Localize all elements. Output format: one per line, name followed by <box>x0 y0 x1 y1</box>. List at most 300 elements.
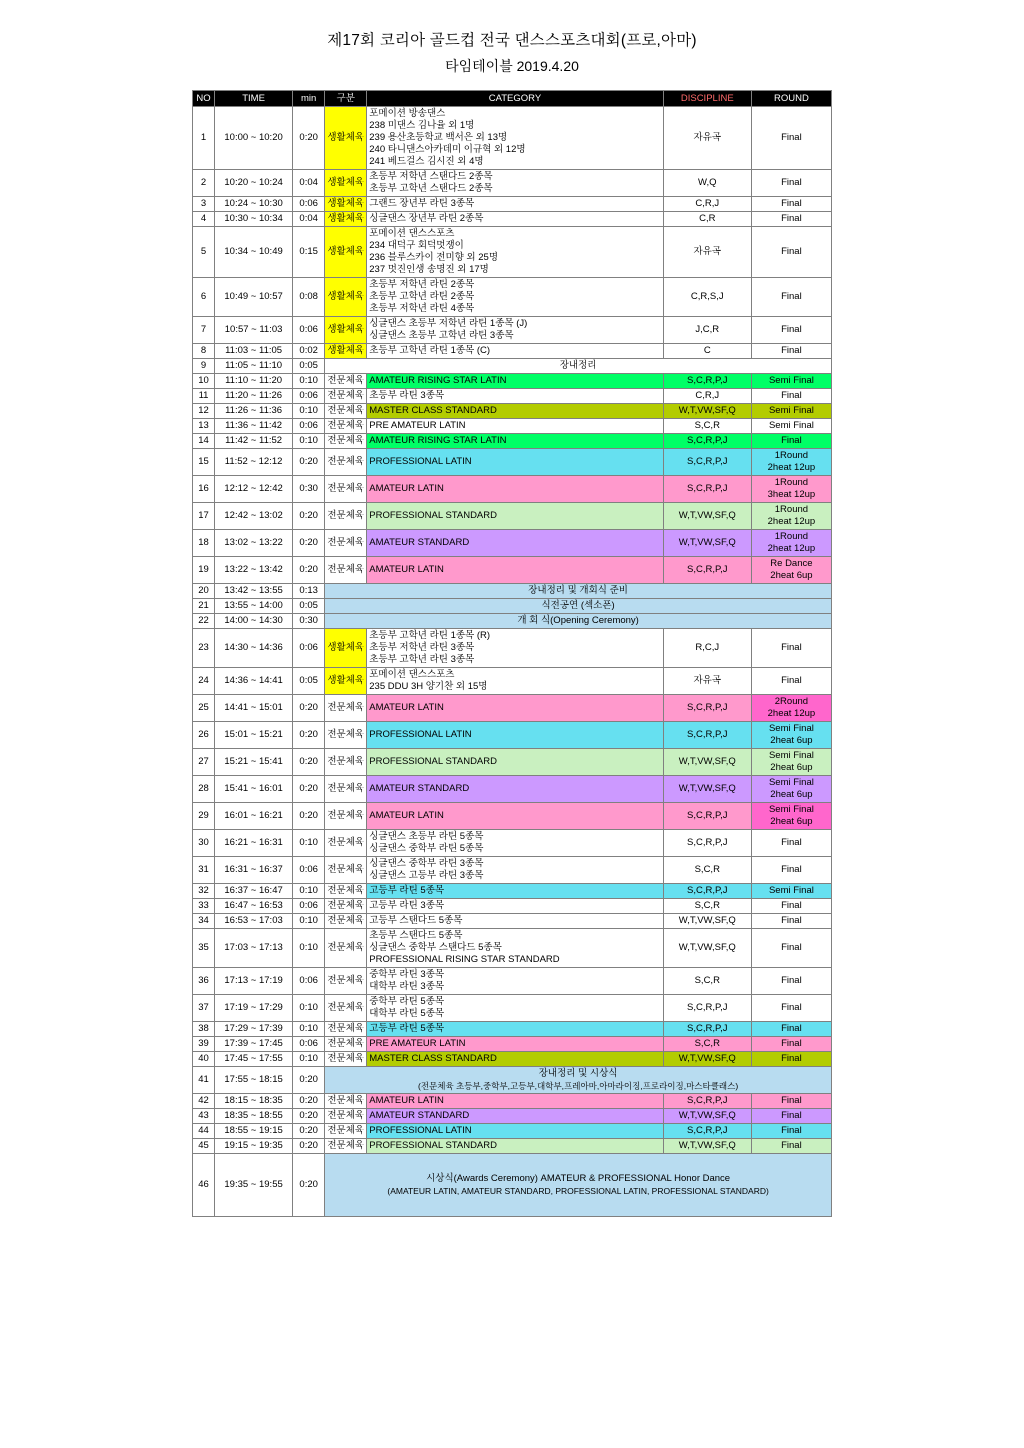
cell-min: 0:20 <box>293 449 325 476</box>
cell-disc: S,C,R,P,J <box>663 434 751 449</box>
cell-no: 3 <box>193 197 215 212</box>
table-row <box>193 584 832 599</box>
cell-time: 17:29 ~ 17:39 <box>215 1022 293 1037</box>
cell-cat: 초등부 스탠다드 5종목 싱글댄스 중학부 스탠다드 5종목 PROFESSIONAL RISING STAR STANDARD <box>367 929 663 968</box>
cell-min: 0:10 <box>293 374 325 389</box>
cell-cat: AMATEUR RISING STAR LATIN <box>367 374 663 389</box>
cell-gubun: 전문체육 <box>325 1094 367 1109</box>
cell-round: Semi Final <box>751 404 831 419</box>
cell-no: 13 <box>193 419 215 434</box>
cell-min: 0:10 <box>293 995 325 1022</box>
cell-gubun: 전문체육 <box>325 1139 367 1154</box>
cell-time: 17:19 ~ 17:29 <box>215 995 293 1022</box>
col-category: CATEGORY <box>367 91 663 107</box>
cell-min: 0:06 <box>293 899 325 914</box>
cell-cat: PROFESSIONAL LATIN <box>367 449 663 476</box>
cell-min: 0:05 <box>293 359 325 374</box>
cell-cat: 초등부 고학년 라틴 1종목 (C) <box>367 344 663 359</box>
cell-cat: 싱글댄스 초등부 라틴 5종목 싱글댄스 중학부 라틴 5종목 <box>367 830 663 857</box>
title-block <box>0 0 1024 76</box>
table-row <box>193 749 832 776</box>
cell-round: Final <box>751 995 831 1022</box>
cell-cat: 싱글댄스 장년부 라틴 2종목 <box>367 212 663 227</box>
cell-round: Final <box>751 668 831 695</box>
cell-round: Final <box>751 1037 831 1052</box>
cell-gubun: 생활체육 <box>325 668 367 695</box>
cell-round: Final <box>751 914 831 929</box>
cell-no: 14 <box>193 434 215 449</box>
cell-no: 39 <box>193 1037 215 1052</box>
cell-no: 42 <box>193 1094 215 1109</box>
cell-disc: S,C,R <box>663 419 751 434</box>
cell-no: 18 <box>193 530 215 557</box>
table-row <box>193 449 832 476</box>
cell-no: 11 <box>193 389 215 404</box>
cell-round: Final <box>751 197 831 212</box>
cell-disc: S,C,R <box>663 899 751 914</box>
cell-cat: 포메이션 댄스스포츠 235 DDU 3H 양기찬 외 15명 <box>367 668 663 695</box>
cell-cat: AMATEUR LATIN <box>367 803 663 830</box>
cell-no: 20 <box>193 584 215 599</box>
table-row <box>193 434 832 449</box>
cell-disc: C,R,J <box>663 197 751 212</box>
cell-round: Final <box>751 344 831 359</box>
cell-disc: S,C,R,P,J <box>663 695 751 722</box>
cell-time: 14:41 ~ 15:01 <box>215 695 293 722</box>
cell-cat: 초등부 저학년 라틴 2종목 초등부 고학년 라틴 2종목 초등부 저학년 라틴 4종목 <box>367 278 663 317</box>
table-row <box>193 404 832 419</box>
cell-no: 45 <box>193 1139 215 1154</box>
table-row <box>193 359 832 374</box>
cell-min: 0:06 <box>293 1037 325 1052</box>
cell-gubun: 전문체육 <box>325 1124 367 1139</box>
cell-no: 32 <box>193 884 215 899</box>
cell-disc: S,C,R,P,J <box>663 803 751 830</box>
cell-no: 40 <box>193 1052 215 1067</box>
cell-round: Final <box>751 212 831 227</box>
cell-time: 17:13 ~ 17:19 <box>215 968 293 995</box>
cell-no: 8 <box>193 344 215 359</box>
cell-no: 19 <box>193 557 215 584</box>
cell-time: 11:05 ~ 11:10 <box>215 359 293 374</box>
cell-round: Semi Final 2heat 6up <box>751 776 831 803</box>
cell-min: 0:04 <box>293 212 325 227</box>
cell-no: 10 <box>193 374 215 389</box>
cell-gubun: 전문체육 <box>325 389 367 404</box>
cell-disc: W,T,VW,SF,Q <box>663 1139 751 1154</box>
cell-time: 14:36 ~ 14:41 <box>215 668 293 695</box>
cell-time: 10:00 ~ 10:20 <box>215 107 293 170</box>
cell-cat: AMATEUR LATIN <box>367 476 663 503</box>
cell-min: 0:06 <box>293 419 325 434</box>
table-row <box>193 1037 832 1052</box>
cell-round: Final <box>751 1124 831 1139</box>
page-title: 제17회 코리아 골드컵 전국 댄스스포츠대회(프로,아마) <box>327 32 697 49</box>
cell-gubun: 전문체육 <box>325 695 367 722</box>
cell-round: Final <box>751 830 831 857</box>
table-row <box>193 227 832 278</box>
cell-gubun: 전문체육 <box>325 803 367 830</box>
table-row <box>193 503 832 530</box>
cell-no: 5 <box>193 227 215 278</box>
cell-time: 18:35 ~ 18:55 <box>215 1109 293 1124</box>
table-row <box>193 212 832 227</box>
table-row <box>193 344 832 359</box>
cell-round: 1Round 2heat 12up <box>751 503 831 530</box>
cell-time: 17:45 ~ 17:55 <box>215 1052 293 1067</box>
cell-cat: AMATEUR LATIN <box>367 1094 663 1109</box>
cell-time: 10:34 ~ 10:49 <box>215 227 293 278</box>
cell-disc: S,C,R <box>663 968 751 995</box>
cell-disc: S,C,R,P,J <box>663 374 751 389</box>
cell-time: 16:37 ~ 16:47 <box>215 884 293 899</box>
cell-no: 37 <box>193 995 215 1022</box>
cell-time: 10:57 ~ 11:03 <box>215 317 293 344</box>
cell-min: 0:06 <box>293 317 325 344</box>
cell-min: 0:20 <box>293 749 325 776</box>
cell-cat: PRE AMATEUR LATIN <box>367 419 663 434</box>
cell-gubun: 전문체육 <box>325 449 367 476</box>
cell-min: 0:06 <box>293 857 325 884</box>
cell-time: 12:42 ~ 13:02 <box>215 503 293 530</box>
cell-round: Final <box>751 1139 831 1154</box>
cell-gubun: 생활체육 <box>325 317 367 344</box>
cell-no: 41 <box>193 1067 215 1094</box>
cell-gubun: 전문체육 <box>325 476 367 503</box>
cell-gubun: 전문체육 <box>325 857 367 884</box>
cell-gubun: 전문체육 <box>325 749 367 776</box>
cell-time: 16:53 ~ 17:03 <box>215 914 293 929</box>
timetable <box>192 90 832 1217</box>
cell-time: 17:03 ~ 17:13 <box>215 929 293 968</box>
cell-round: Final <box>751 107 831 170</box>
cell-round: Final <box>751 317 831 344</box>
cell-gubun: 생활체육 <box>325 170 367 197</box>
cell-min: 0:10 <box>293 830 325 857</box>
cell-disc: S,C,R,P,J <box>663 557 751 584</box>
cell-disc: R,C,J <box>663 629 751 668</box>
cell-gubun: 전문체육 <box>325 830 367 857</box>
cell-gubun: 생활체육 <box>325 107 367 170</box>
cell-gubun: 전문체육 <box>325 530 367 557</box>
cell-gubun: 생활체육 <box>325 227 367 278</box>
cell-cat: 고등부 스탠다드 5종목 <box>367 914 663 929</box>
cell-min: 0:20 <box>293 503 325 530</box>
table-row <box>193 857 832 884</box>
cell-time: 10:49 ~ 10:57 <box>215 278 293 317</box>
cell-no: 35 <box>193 929 215 968</box>
cell-time: 19:15 ~ 19:35 <box>215 1139 293 1154</box>
cell-no: 34 <box>193 914 215 929</box>
table-row <box>193 899 832 914</box>
cell-gubun: 전문체육 <box>325 557 367 584</box>
cell-min: 0:20 <box>293 1067 325 1094</box>
cell-cat: PROFESSIONAL STANDARD <box>367 503 663 530</box>
cell-min: 0:06 <box>293 197 325 212</box>
cell-gubun: 생활체육 <box>325 212 367 227</box>
cell-round: Re Dance 2heat 6up <box>751 557 831 584</box>
cell-cat: PROFESSIONAL LATIN <box>367 1124 663 1139</box>
table-row <box>193 1124 832 1139</box>
cell-disc: W,T,VW,SF,Q <box>663 503 751 530</box>
cell-disc: W,T,VW,SF,Q <box>663 404 751 419</box>
cell-gubun: 전문체육 <box>325 776 367 803</box>
cell-cat: 싱글댄스 초등부 저학년 라틴 1종목 (J) 싱글댄스 초등부 고학년 라틴 3종목 <box>367 317 663 344</box>
cell-round: Final <box>751 899 831 914</box>
cell-no: 2 <box>193 170 215 197</box>
cell-time: 10:24 ~ 10:30 <box>215 197 293 212</box>
cell-disc: 자유곡 <box>663 227 751 278</box>
cell-cat: 중학부 라틴 5종목 대학부 라틴 5종목 <box>367 995 663 1022</box>
cell-disc: S,C,R,P,J <box>663 476 751 503</box>
cell-no: 46 <box>193 1154 215 1217</box>
table-row <box>193 929 832 968</box>
cell-min: 0:20 <box>293 1154 325 1217</box>
cell-min: 0:02 <box>293 344 325 359</box>
table-row <box>193 668 832 695</box>
cell-gubun: 전문체육 <box>325 1022 367 1037</box>
cell-time: 16:31 ~ 16:37 <box>215 857 293 884</box>
cell-disc: S,C,R,P,J <box>663 1124 751 1139</box>
table-row <box>193 995 832 1022</box>
cell-no: 33 <box>193 899 215 914</box>
cell-cat: PROFESSIONAL LATIN <box>367 722 663 749</box>
table-row <box>193 776 832 803</box>
table-row <box>193 1067 832 1094</box>
table-header-row <box>193 91 832 107</box>
page-subtitle: 타임테이블 2019.4.20 <box>445 58 579 74</box>
cell-full: 장내정리 및 개회식 준비 <box>325 584 832 599</box>
cell-time: 17:55 ~ 18:15 <box>215 1067 293 1094</box>
cell-time: 15:21 ~ 15:41 <box>215 749 293 776</box>
cell-gubun: 생활체육 <box>325 197 367 212</box>
col-discipline: DISCIPLINE <box>663 91 751 107</box>
cell-disc: C,R,S,J <box>663 278 751 317</box>
cell-no: 17 <box>193 503 215 530</box>
cell-round: Semi Final <box>751 884 831 899</box>
table-row <box>193 803 832 830</box>
cell-no: 38 <box>193 1022 215 1037</box>
cell-cat: 초등부 저학년 스탠다드 2종목 초등부 고학년 스탠다드 2종목 <box>367 170 663 197</box>
cell-disc: S,C,R,P,J <box>663 830 751 857</box>
cell-time: 15:41 ~ 16:01 <box>215 776 293 803</box>
col-gubun: 구분 <box>325 91 367 107</box>
cell-round: 1Round 2heat 12up <box>751 449 831 476</box>
table-row <box>193 968 832 995</box>
cell-no: 36 <box>193 968 215 995</box>
cell-min: 0:10 <box>293 1022 325 1037</box>
cell-time: 11:42 ~ 11:52 <box>215 434 293 449</box>
cell-cat: PROFESSIONAL STANDARD <box>367 1139 663 1154</box>
cell-no: 43 <box>193 1109 215 1124</box>
cell-disc: C <box>663 344 751 359</box>
cell-no: 27 <box>193 749 215 776</box>
cell-disc: 자유곡 <box>663 668 751 695</box>
cell-round: Final <box>751 1094 831 1109</box>
cell-full: 장내정리 <box>325 359 832 374</box>
cell-time: 11:10 ~ 11:20 <box>215 374 293 389</box>
cell-min: 0:13 <box>293 584 325 599</box>
table-row <box>193 629 832 668</box>
cell-disc: S,C,R <box>663 1037 751 1052</box>
cell-no: 22 <box>193 614 215 629</box>
cell-min: 0:20 <box>293 1109 325 1124</box>
cell-min: 0:30 <box>293 614 325 629</box>
table-row <box>193 722 832 749</box>
cell-round: Final <box>751 434 831 449</box>
cell-disc: S,C,R <box>663 857 751 884</box>
cell-min: 0:10 <box>293 434 325 449</box>
cell-time: 16:01 ~ 16:21 <box>215 803 293 830</box>
table-row <box>193 278 832 317</box>
cell-round: Semi Final 2heat 6up <box>751 722 831 749</box>
table-row <box>193 530 832 557</box>
cell-disc: W,T,VW,SF,Q <box>663 749 751 776</box>
cell-min: 0:20 <box>293 722 325 749</box>
cell-min: 0:10 <box>293 1052 325 1067</box>
cell-round: Semi Final <box>751 374 831 389</box>
cell-min: 0:10 <box>293 884 325 899</box>
cell-min: 0:20 <box>293 557 325 584</box>
cell-disc: W,T,VW,SF,Q <box>663 929 751 968</box>
cell-time: 11:36 ~ 11:42 <box>215 419 293 434</box>
cell-min: 0:08 <box>293 278 325 317</box>
cell-no: 21 <box>193 599 215 614</box>
cell-disc: S,C,R,P,J <box>663 1094 751 1109</box>
cell-disc: C,R <box>663 212 751 227</box>
cell-min: 0:20 <box>293 1124 325 1139</box>
table-row <box>193 614 832 629</box>
cell-round: Final <box>751 929 831 968</box>
cell-gubun: 전문체육 <box>325 1052 367 1067</box>
cell-time: 13:42 ~ 13:55 <box>215 584 293 599</box>
table-row <box>193 1052 832 1067</box>
cell-min: 0:04 <box>293 170 325 197</box>
cell-cat: 고등부 라틴 5종목 <box>367 884 663 899</box>
cell-time: 11:26 ~ 11:36 <box>215 404 293 419</box>
cell-no: 9 <box>193 359 215 374</box>
cell-time: 14:00 ~ 14:30 <box>215 614 293 629</box>
cell-cat: 중학부 라틴 3종목 대학부 라틴 3종목 <box>367 968 663 995</box>
cell-gubun: 전문체육 <box>325 914 367 929</box>
cell-time: 18:15 ~ 18:35 <box>215 1094 293 1109</box>
cell-time: 15:01 ~ 15:21 <box>215 722 293 749</box>
cell-min: 0:15 <box>293 227 325 278</box>
cell-gubun: 전문체육 <box>325 884 367 899</box>
cell-min: 0:10 <box>293 929 325 968</box>
cell-min: 0:30 <box>293 476 325 503</box>
cell-min: 0:20 <box>293 776 325 803</box>
cell-full: 개 회 식(Opening Ceremony) <box>325 614 832 629</box>
cell-cat: 포메이션 댄스스포츠 234 대덕구 회덕멋쟁이 236 블루스카이 전미향 외 25명 237 멋진인생 송명진 외 17명 <box>367 227 663 278</box>
cell-gubun: 생활체육 <box>325 278 367 317</box>
table-row <box>193 374 832 389</box>
cell-gubun: 전문체육 <box>325 968 367 995</box>
cell-gubun: 전문체육 <box>325 404 367 419</box>
table-row <box>193 1154 832 1217</box>
cell-time: 12:12 ~ 12:42 <box>215 476 293 503</box>
cell-disc: W,T,VW,SF,Q <box>663 914 751 929</box>
cell-min: 0:20 <box>293 1094 325 1109</box>
cell-no: 23 <box>193 629 215 668</box>
table-row <box>193 389 832 404</box>
cell-min: 0:20 <box>293 803 325 830</box>
cell-gubun: 전문체육 <box>325 1109 367 1124</box>
cell-cat: 싱글댄스 중학부 라틴 3종목 싱글댄스 고등부 라틴 3종목 <box>367 857 663 884</box>
cell-cat: 그랜드 장년부 라틴 3종목 <box>367 197 663 212</box>
cell-min: 0:06 <box>293 389 325 404</box>
cell-cat: AMATEUR LATIN <box>367 557 663 584</box>
cell-no: 6 <box>193 278 215 317</box>
cell-cat: AMATEUR STANDARD <box>367 1109 663 1124</box>
cell-disc: W,T,VW,SF,Q <box>663 776 751 803</box>
cell-min: 0:20 <box>293 695 325 722</box>
cell-gubun: 전문체육 <box>325 929 367 968</box>
cell-disc: S,C,R,P,J <box>663 884 751 899</box>
cell-time: 10:20 ~ 10:24 <box>215 170 293 197</box>
cell-no: 7 <box>193 317 215 344</box>
cell-min: 0:10 <box>293 914 325 929</box>
cell-round: 2Round 2heat 12up <box>751 695 831 722</box>
cell-min: 0:20 <box>293 530 325 557</box>
cell-disc: W,T,VW,SF,Q <box>663 530 751 557</box>
cell-gubun: 생활체육 <box>325 629 367 668</box>
cell-time: 11:52 ~ 12:12 <box>215 449 293 476</box>
cell-round: Final <box>751 968 831 995</box>
cell-min: 0:10 <box>293 404 325 419</box>
cell-cat: MASTER CLASS STANDARD <box>367 404 663 419</box>
table-row <box>193 476 832 503</box>
cell-gubun: 전문체육 <box>325 374 367 389</box>
cell-disc: W,Q <box>663 170 751 197</box>
cell-time: 11:20 ~ 11:26 <box>215 389 293 404</box>
cell-min: 0:20 <box>293 1139 325 1154</box>
table-row <box>193 1094 832 1109</box>
cell-full: 식전공연 (섹소폰) <box>325 599 832 614</box>
table-row <box>193 695 832 722</box>
cell-no: 28 <box>193 776 215 803</box>
cell-disc: S,C,R,P,J <box>663 1022 751 1037</box>
cell-no: 15 <box>193 449 215 476</box>
cell-no: 24 <box>193 668 215 695</box>
cell-gubun: 전문체육 <box>325 722 367 749</box>
cell-min: 0:05 <box>293 668 325 695</box>
cell-time: 16:21 ~ 16:31 <box>215 830 293 857</box>
table-row <box>193 317 832 344</box>
cell-round: 1Round 2heat 12up <box>751 530 831 557</box>
cell-time: 18:55 ~ 19:15 <box>215 1124 293 1139</box>
col-time: TIME <box>215 91 293 107</box>
cell-no: 31 <box>193 857 215 884</box>
cell-disc: J,C,R <box>663 317 751 344</box>
table-row <box>193 107 832 170</box>
cell-min: 0:06 <box>293 629 325 668</box>
cell-disc: 자유곡 <box>663 107 751 170</box>
cell-round: Final <box>751 857 831 884</box>
cell-no: 30 <box>193 830 215 857</box>
cell-cat: 포메이션 방송댄스 238 미댄스 김나율 외 1명 239 용산초등학교 백서은 외 13명 240 타니댄스아카데미 이규혁 외 12명 241 베드걸스 김시진 외 4명 <box>367 107 663 170</box>
cell-disc: W,T,VW,SF,Q <box>663 1109 751 1124</box>
cell-gubun: 전문체육 <box>325 899 367 914</box>
cell-cat: AMATEUR LATIN <box>367 695 663 722</box>
table-body <box>193 107 832 1217</box>
cell-round: 1Round 3heat 12up <box>751 476 831 503</box>
cell-disc: C,R,J <box>663 389 751 404</box>
cell-round: Semi Final 2heat 6up <box>751 749 831 776</box>
cell-cat: AMATEUR STANDARD <box>367 776 663 803</box>
cell-cat: 고등부 라틴 3종목 <box>367 899 663 914</box>
cell-gubun: 전문체육 <box>325 419 367 434</box>
